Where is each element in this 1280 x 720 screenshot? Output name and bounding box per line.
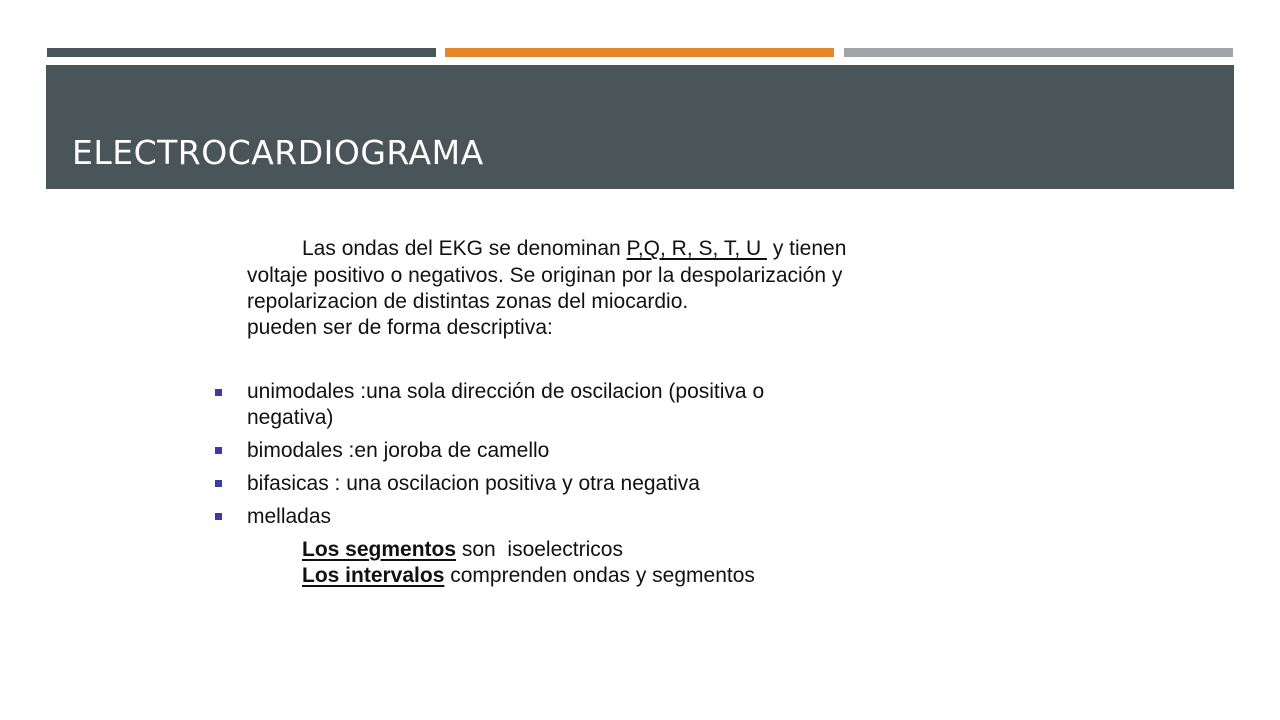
- slide-title: ELECTROCARDIOGRAMA: [72, 133, 484, 172]
- intervals-text: comprenden ondas y segmentos: [444, 564, 755, 587]
- intro-text: Las ondas del EKG se denominan: [302, 237, 627, 260]
- intro-line-4: pueden ser de forma descriptiva:: [247, 316, 553, 339]
- intro-line-2: voltaje positivo o negativos. Se originan por la despolarización y: [247, 264, 843, 287]
- intro-line-1: [302, 237, 846, 261]
- intervals-term: Los intervalos: [302, 564, 445, 587]
- wave-names: P,Q, R, S, T, U: [626, 237, 767, 260]
- bullet-square-icon: [215, 389, 222, 396]
- bullet-item-bifasicas: bifasicas : una oscilacion positiva y otra negativa: [247, 472, 700, 495]
- intro-line-3: repolarizacion de distintas zonas del miocardio.: [247, 290, 689, 313]
- segments-text: son isoelectricos: [456, 538, 623, 561]
- intervals-note: [302, 564, 755, 588]
- bullet-item-melladas: melladas: [247, 505, 332, 528]
- bullet-item-unimodales: unimodales :una sola dirección de oscilacion (positiva o: [247, 380, 765, 403]
- segments-term: Los segmentos: [302, 538, 457, 561]
- bullet-item-bimodales: bimodales :en joroba de camello: [247, 439, 550, 462]
- bullet-item-unimodales-cont: negativa): [247, 406, 334, 429]
- bullet-square-icon: [215, 513, 222, 520]
- intro-text: y tienen: [766, 237, 847, 260]
- bullet-square-icon: [215, 480, 222, 487]
- bullet-square-icon: [215, 447, 222, 454]
- segments-note: [302, 538, 623, 562]
